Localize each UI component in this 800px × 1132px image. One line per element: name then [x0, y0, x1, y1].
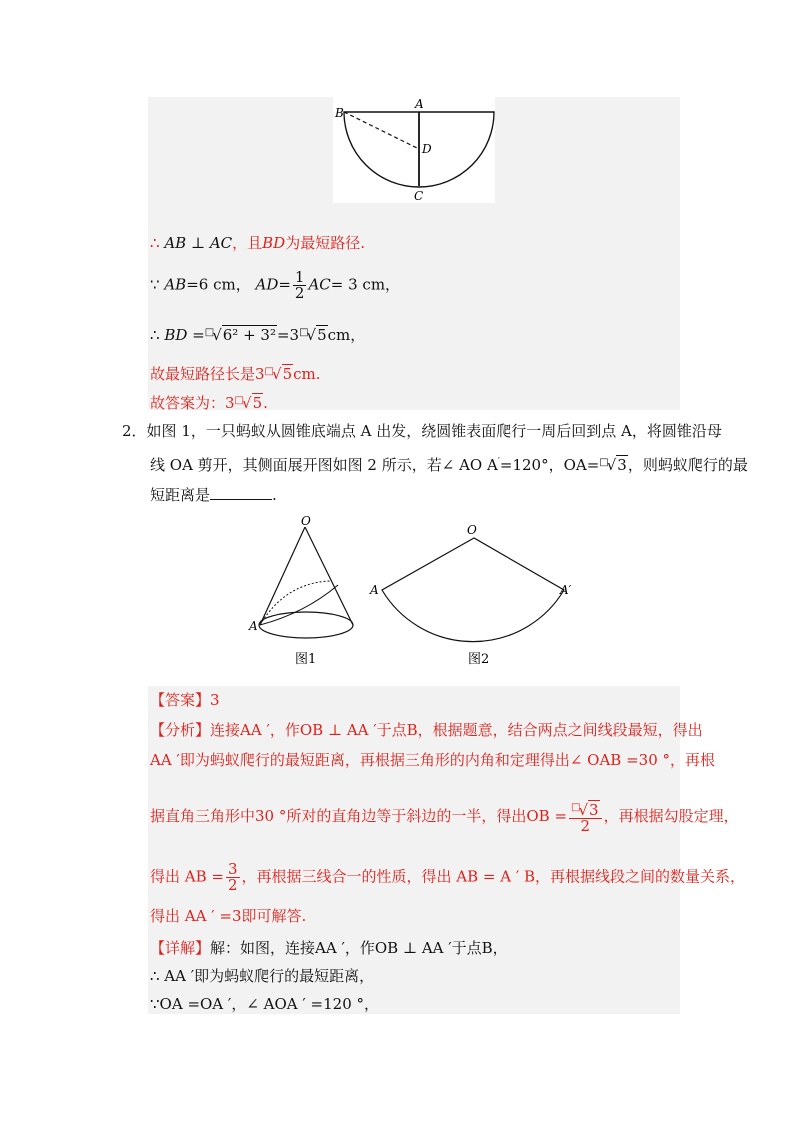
sol2-analysis-line-5: 得出 AA ′ =3即可解答. — [150, 907, 307, 925]
sol2-detail-line-1: 【详解】解：如图，连接AA ′，作OB ⊥ AA ′于点B， — [150, 939, 508, 957]
sol2-analysis-line-3: 据直角三角形中30 °所对的直角边等于斜边的一半，得出OB = $\frac{^□√3}{2}$ ，再根据勾股定理， — [150, 801, 739, 835]
sector-label-o: O — [467, 523, 477, 537]
segment-bd — [344, 112, 419, 149]
ant-path-front — [260, 585, 338, 625]
label-d: D — [422, 142, 432, 156]
question-2-line-1: 2．如图 1，一只蚂蚁从圆锥底端点 A 出发，绕圆锥表面爬行一周后回到点 A，将圆锥沿母 — [122, 422, 722, 440]
sol1-line-lengths: ∵ AB=6 cm， AD= $\frac{1}{2}$ AC= 3 cm， — [150, 268, 401, 302]
sector-caption: 图2 — [468, 652, 490, 667]
semicircle-svg — [333, 97, 495, 203]
cone-caption: 图1 — [295, 652, 317, 667]
fraction-half: $\frac{1}{2}$ — [294, 268, 305, 302]
sector-label-a: A — [370, 583, 379, 597]
question-2-line-3: 短距离是 . — [150, 486, 277, 504]
label-a: A — [415, 97, 424, 111]
cone-base — [259, 612, 353, 638]
sol2-answer: 【答案】3 — [150, 691, 220, 709]
cone-figure — [245, 513, 375, 673]
sol1-line-perp: ∴ AB ⊥ AC，且BD为最短路径. — [150, 234, 365, 252]
question-2-line-2: 线 OA 剪开，其侧面展开图如图 2 所示，若∠ AO A′=120°，OA=□√3，则蚂蚁爬行的最 — [150, 456, 748, 474]
semicircle-figure — [333, 97, 495, 203]
sector-figure — [368, 520, 578, 670]
sol2-detail-line-2: ∴ AA ′即为蚂蚁爬行的最短距离， — [150, 967, 375, 985]
sol2-analysis-line-2: AA ′即为蚂蚁爬行的最短距离，再根据三角形的内角和定理得出∠ OAB =30 °，再根 — [150, 751, 716, 769]
sol2-detail-line-3: ∵OA =OA ′，∠ AOA ′ =120 °， — [150, 995, 380, 1013]
sector-label-a-prime: A′ — [560, 583, 572, 597]
sector-outline — [382, 538, 564, 642]
answer-blank[interactable] — [210, 485, 272, 500]
cone-label-a: A — [249, 619, 258, 633]
cone-right-side — [305, 527, 353, 625]
sol1-line-bd: ∴ BD =□√6² + 3²=3□√5cm， — [150, 326, 366, 344]
sol2-analysis-line-1: 【分析】连接AA ′，作OB ⊥ AA ′于点B，根据题意，结合两点之间线段最短，得出 — [150, 721, 703, 739]
sol1-line-answer: 故答案为：3□√5. — [150, 394, 268, 412]
sol2-analysis-line-4: 得出 AB = $\frac{3}{2}$ ，再根据三线合一的性质，得出 AB = A ′ B，再根据线段之间的数量关系， — [150, 860, 746, 894]
fraction-root3-over-2: $\frac{^□√3}{2}$ — [569, 800, 602, 834]
fraction-3-over-2: $\frac{3}{2}$ — [227, 860, 238, 894]
cone-label-o: O — [301, 514, 311, 528]
label-b: B — [335, 106, 344, 120]
label-c: C — [414, 189, 424, 203]
sol1-line-conclusion: 故最短路径长是3□√5cm. — [150, 365, 321, 383]
